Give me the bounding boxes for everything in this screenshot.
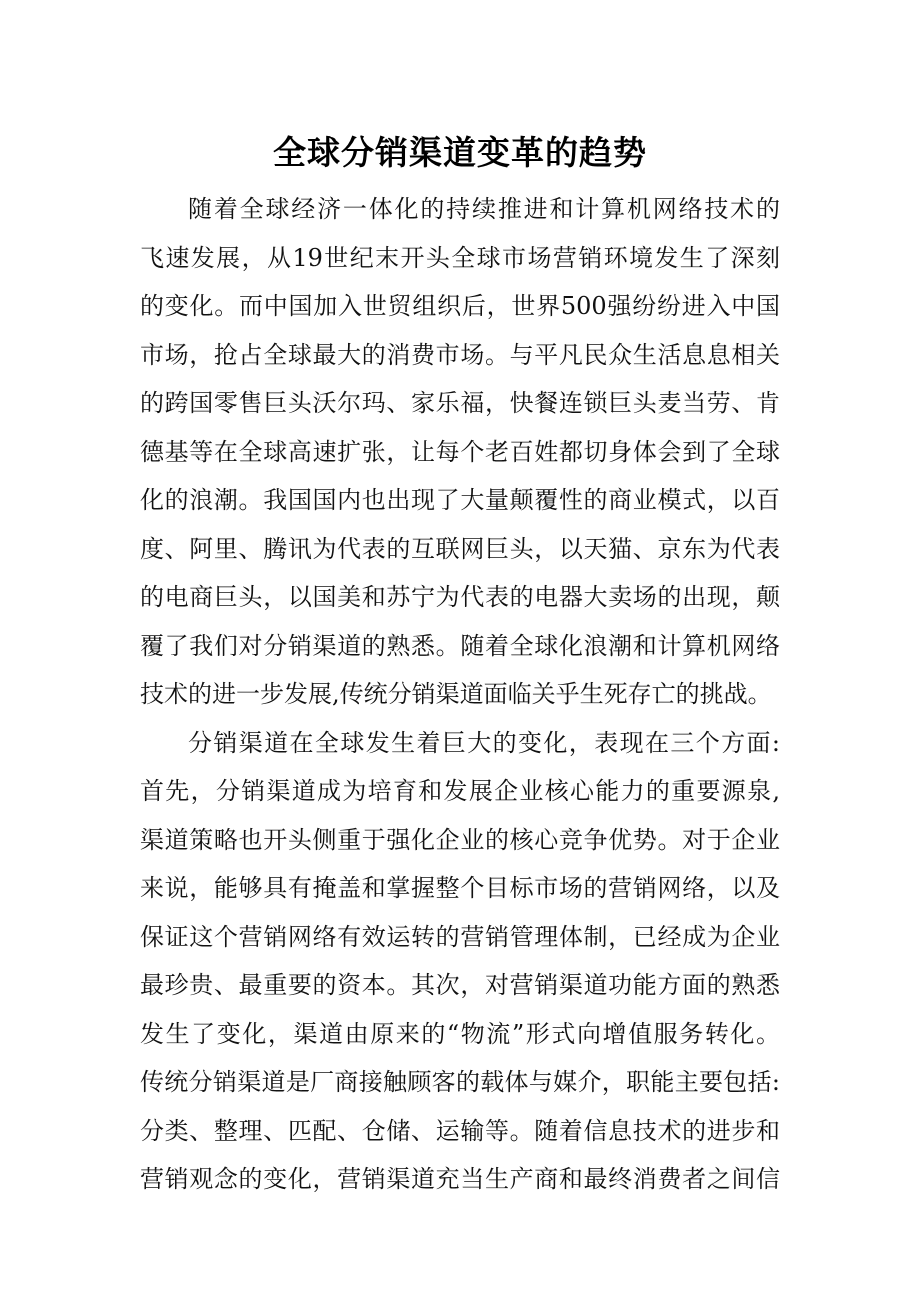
paragraph-line: 德基等在全球高速扩张，让每个老百姓都切身体会到了全球 (140, 437, 780, 466)
paragraph-line: 发生了变化，渠道由原来的“物流”形式向增值服务转化。 (140, 1019, 780, 1048)
paragraph-1 (140, 185, 780, 719)
paragraph-line: 技术的进一步发展,传统分销渠道面临关乎生死存亡的挑战。 (140, 680, 772, 708)
document-title: 全球分销渠道变革的趋势 (273, 133, 647, 172)
paragraph-line: 营销观念的变化，营销渠道充当生产商和最终消费者之间信 (140, 1165, 780, 1193)
paragraph-line: 首先，分销渠道成为培育和发展企业核心能力的重要源泉, (140, 777, 780, 805)
paragraph-line: 来说，能够具有掩盖和掌握整个目标市场的营销网络，以及 (140, 874, 780, 902)
document-body (140, 185, 780, 1204)
paragraph-line: 最珍贵、最重要的资本。其次，对营销渠道功能方面的熟悉 (140, 971, 780, 999)
paragraph-line: 分类、整理、匹配、仓储、运输等。随着信息技术的进步和 (140, 1116, 780, 1145)
paragraph-line: 飞速发展，从19世纪末开头全球市场营销环境发生了深刻 (140, 243, 780, 272)
paragraph-2 (140, 719, 780, 1204)
paragraph-line: 渠道策略也开头侧重于强化企业的核心竞争优势。对于企业 (140, 825, 780, 854)
paragraph-line: 覆了我们对分销渠道的熟悉。随着全球化浪潮和计算机网络 (140, 631, 780, 660)
paragraph-line: 的电商巨头，以国美和苏宁为代表的电器大卖场的出现，颠 (140, 583, 780, 611)
paragraph-line: 分销渠道在全球发生着巨大的变化，表现在三个方面: (188, 728, 780, 757)
paragraph-line: 的变化。而中国加入世贸组织后，世界500强纷纷进入中国 (140, 292, 780, 320)
paragraph-line: 度、阿里、腾讯为代表的互联网巨头，以天猫、京东为代表 (140, 534, 780, 563)
paragraph-line: 市场，抢占全球最大的消费市场。与平凡民众生活息息相关 (140, 340, 780, 369)
paragraph-line: 随着全球经济一体化的持续推进和计算机网络技术的 (188, 195, 780, 223)
paragraph-line: 化的浪潮。我国国内也出现了大量颠覆性的商业模式，以百 (140, 486, 780, 514)
paragraph-line: 保证这个营销网络有效运转的营销管理体制，已经成为企业 (140, 922, 780, 951)
paragraph-line: 传统分销渠道是厂商接触顾客的载体与媒介，职能主要包括: (140, 1068, 780, 1096)
paragraph-line: 的跨国零售巨头沃尔玛、家乐福，快餐连锁巨头麦当劳、肯 (140, 389, 780, 417)
